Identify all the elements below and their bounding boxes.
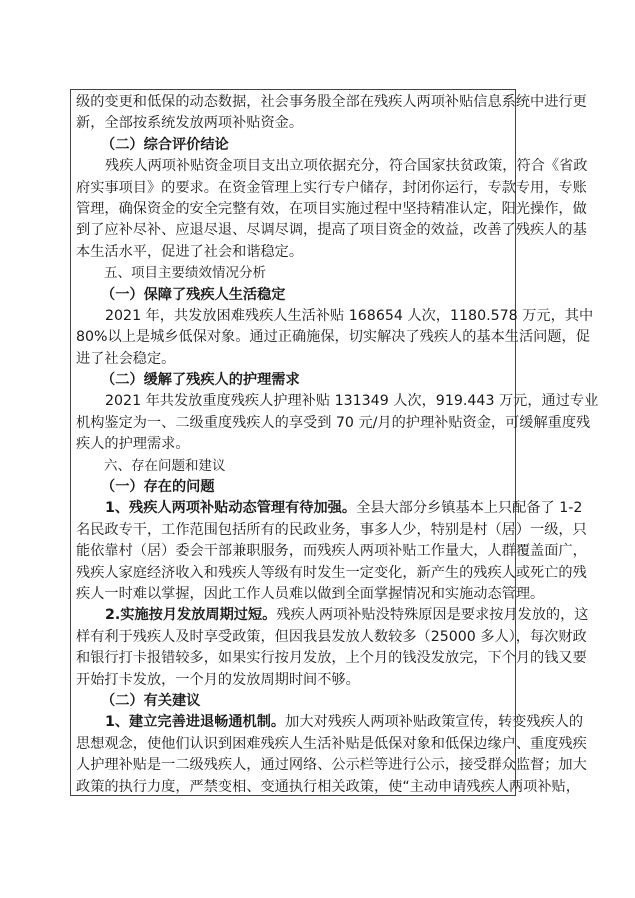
line-text: 机构鉴定为一、二级重度残疾人的享受到 70 元/月的护理补贴资金，可缓解重度残 [76, 414, 591, 431]
line-text: 府实事项目》的要求。在资金管理上实行专户储存，封闭你运行，专款专用，专账 [76, 179, 587, 196]
line-text: 加大对残疾人两项补贴政策宣传，转变残疾人的 [285, 714, 584, 731]
line-text: 2021 年共发放重度残疾人护理补贴 131349 人次，919.443 万元，通过专业 [105, 393, 599, 410]
line-text: 思想观念，使他们认识到困难残疾人生活补贴是低保对象和低保边缘户、重度残疾 [76, 735, 587, 752]
section-heading [76, 263, 511, 284]
line-text: 名民政专干，工作范围包括所有的民政业务，事多人少，特别是村（居）一级，只 [76, 521, 587, 538]
text-line [76, 670, 511, 691]
section-heading [76, 691, 511, 712]
text-line [76, 349, 511, 370]
line-text: 管理，确保资金的安全完整有效，在项目实施过程中坚持精准认定，阳光操作，做 [76, 200, 587, 217]
text-line [76, 648, 587, 669]
text-line [76, 92, 587, 113]
line-text: 人护理补贴是一二级残疾人，通过网络、公示栏等进行公示，接受群众监督；加大 [76, 757, 587, 774]
section-heading [76, 285, 511, 306]
text-line [76, 413, 591, 434]
bold-lead: 1、残疾人两项补贴动态管理有待加强。 [105, 500, 357, 517]
text-line [76, 434, 511, 455]
line-text: 残疾人两项补贴资金项目支出立项依据充分，符合国家扶贫政策，符合《省政 [105, 158, 588, 175]
section-heading [76, 477, 511, 498]
text-line [76, 627, 587, 648]
text-line [76, 712, 584, 733]
bold-lead: 2.实施按月发放周期过短。 [105, 607, 277, 624]
text-line [76, 178, 587, 199]
line-text: 残疾人家庭经济收入和残疾人等级有时发生一定变化，新产生的残疾人或死亡的残 [76, 564, 587, 581]
line-text: 五、项目主要绩效情况分析 [104, 265, 266, 282]
text-line [76, 755, 587, 776]
line-text: 全县大部分乡镇基本上只配备了 1-2 [356, 500, 583, 517]
line-text: 级的变更和低保的动态数据，社会事务股全部在残疾人两项补贴信息系统中进行更 [76, 94, 587, 110]
line-text: 疾人的护理需求。 [76, 436, 190, 453]
text-line [76, 156, 588, 177]
line-text: 开始打卡发放，一个月的发放周期时间不够。 [76, 671, 360, 688]
line-text: 能依靠村（居）委会干部兼职服务，而残疾人两项补贴工作量大，人群覆盖面广， [76, 543, 587, 560]
line-text: 新，全部按系统发放两项补贴资金。 [76, 115, 304, 132]
text-line [76, 391, 599, 412]
text-line [76, 306, 594, 327]
line-text: （二）缓解了残疾人的护理需求 [101, 372, 300, 389]
document-text-box [70, 89, 599, 796]
text-line [76, 242, 511, 263]
text-line [76, 327, 590, 348]
line-text: （二）有关建议 [101, 692, 201, 709]
text-line [76, 520, 587, 541]
text-line [76, 584, 545, 605]
text-line [76, 563, 587, 584]
text-line [76, 199, 587, 220]
line-text: 残疾人两项补贴没特殊原因是要求按月发放的，这 [276, 607, 589, 624]
line-text: 和银行打卡报错较多，如果实行按月发放，上个月的钱没发放完，下个月的钱又要 [76, 650, 587, 667]
line-text: 政策的执行力度，严禁变相、变通执行相关政策，使“主动申请残疾人两项补贴， [76, 778, 580, 795]
text-line [76, 220, 587, 241]
text-line [76, 734, 587, 755]
text-line [76, 113, 511, 134]
line-text: （二）综合评价结论 [101, 136, 229, 153]
line-text: 本生活水平，促进了社会和谐稳定。 [76, 243, 304, 260]
line-text: 到了应补尽补、应退尽退、尽调尽调，提高了项目资金的效益，改善了残疾人的基 [76, 222, 587, 239]
text-line [76, 541, 587, 562]
section-heading [76, 456, 511, 477]
line-text: 样有利于残疾人及时享受政策，但因我县发放人数较多（25000 多人），每次财政 [76, 628, 587, 645]
line-text: （一）存在的问题 [101, 479, 215, 496]
text-line [76, 498, 583, 519]
line-text: 80%以上是城乡低保对象。通过正确施保，切实解决了残疾人的基本生活问题，促 [76, 329, 590, 346]
bold-lead: 1、建立完善进退畅通机制。 [105, 714, 286, 731]
line-text: 进了社会稳定。 [76, 350, 176, 367]
text-line [76, 777, 580, 798]
line-text: 疾人一时难以掌握，因此工作人员难以做到全面掌握情况和实施动态管理。 [76, 585, 545, 602]
line-text: 六、存在问题和建议 [104, 457, 226, 474]
line-text: （一）保障了残疾人生活稳定 [101, 286, 286, 303]
text-line [76, 605, 589, 626]
line-text: 2021 年，共发放困难残疾人生活补贴 168654 人次，1180.578 万元，其中 [105, 307, 594, 324]
section-heading [76, 135, 511, 156]
section-heading [76, 370, 511, 391]
